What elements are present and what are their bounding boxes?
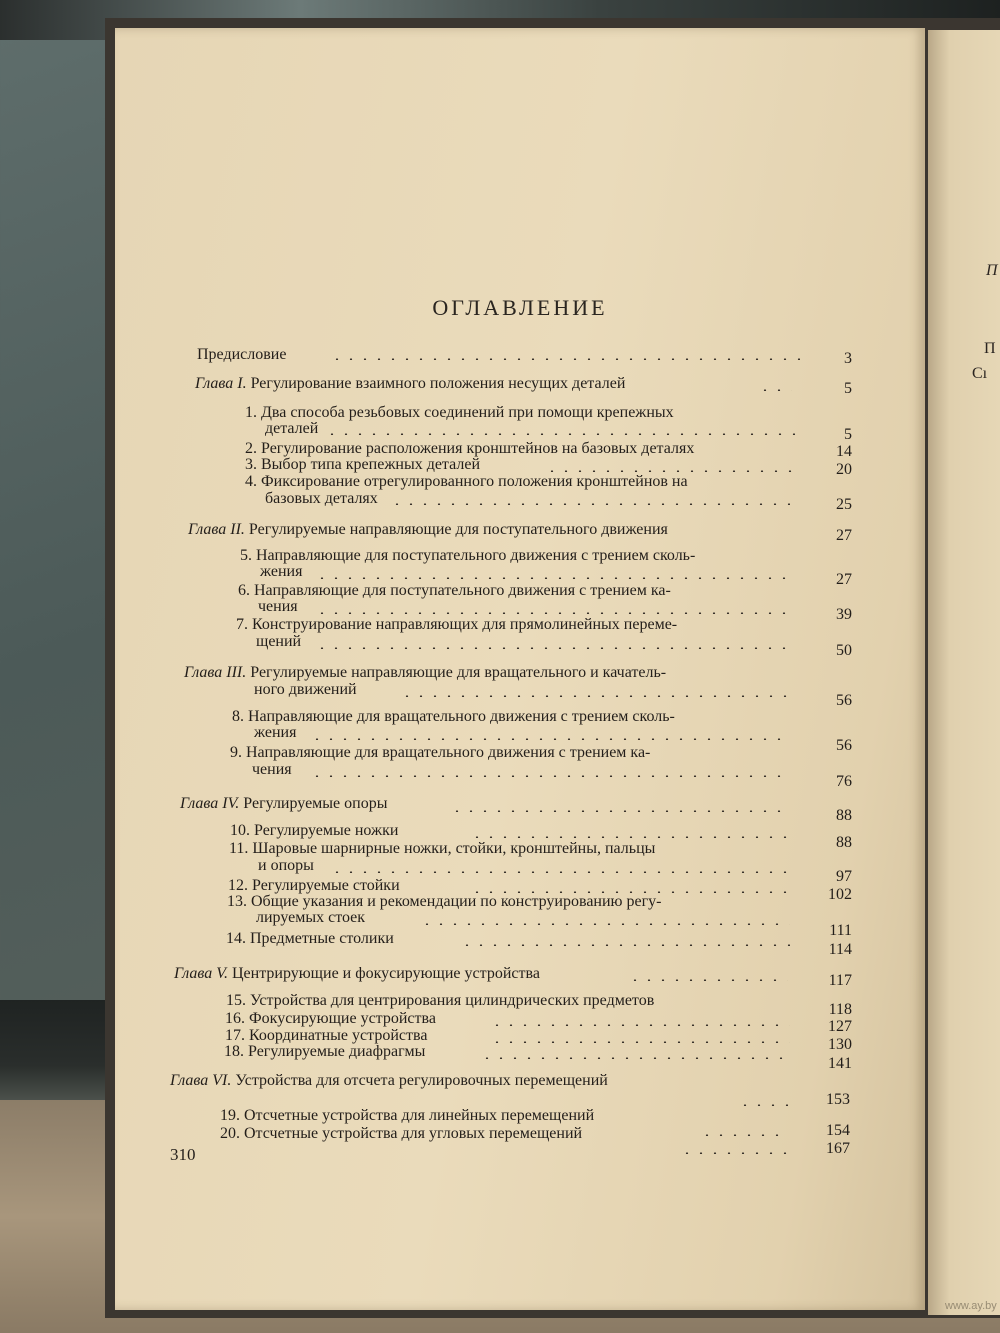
- toc-leader: [325, 433, 795, 435]
- toc-section-1: 1. Два способа резьбовых соединений при помощи крепежных: [245, 404, 674, 421]
- toc-page-number: 102: [828, 886, 852, 903]
- toc-leader: [450, 810, 790, 812]
- toc-page-number: 88: [836, 834, 852, 851]
- toc-leader: [420, 923, 790, 925]
- toc-leader: [315, 612, 790, 614]
- toc-page-number: 117: [828, 972, 852, 989]
- toc-leader: [490, 1024, 790, 1026]
- toc-preface-label: Предисловие: [197, 346, 287, 363]
- toc-section-7-cont: щений: [256, 633, 302, 650]
- toc-leader: [758, 389, 792, 391]
- toc-page-number: 20: [836, 461, 852, 478]
- toc-section-11-cont: и опоры: [258, 857, 314, 874]
- toc-section-7: 7. Конструирование направляющих для прямолинейных переме-: [236, 616, 678, 633]
- toc-section-4: 4. Фиксирование отрегулированного положения кронштейнов на: [245, 473, 688, 490]
- toc-section-6: 6. Направляющие для поступательного движения с трением ка-: [238, 582, 671, 599]
- toc-section-13-cont: лируемых стоек: [256, 909, 366, 926]
- toc-leader: [680, 1152, 788, 1154]
- toc-page-number: 27: [836, 527, 852, 544]
- toc-chapter-4: [180, 795, 387, 813]
- toc-section-2: 2. Регулирование расположения кронштейнов на базовых деталях: [245, 440, 695, 457]
- toc-page-number: 153: [826, 1091, 850, 1108]
- toc-page-number: 97: [836, 868, 852, 885]
- page-title: ОГЛАВЛЕНИЕ: [432, 295, 608, 320]
- toc-section-11: 11. Шаровые шарнирные ножки, стойки, кронштейны, пальцы: [229, 840, 656, 857]
- toc-leader: [315, 647, 790, 649]
- toc-page-number: 5: [844, 426, 852, 443]
- toc-page-number: 27: [836, 571, 852, 588]
- toc-page-number: 127: [828, 1018, 852, 1035]
- toc-section-5: 5. Направляющие для поступательного движения с трением сколь-: [240, 547, 696, 564]
- toc-page-number: 76: [836, 773, 852, 790]
- toc-section-19: 19. Отсчетные устройства для линейных перемещений: [220, 1107, 595, 1124]
- toc-section-8: 8. Направляющие для вращательного движения с трением сколь-: [232, 708, 675, 725]
- toc-leader: [700, 1134, 788, 1136]
- toc-section-3: 3. Выбор типа крепежных деталей: [245, 456, 481, 473]
- right-page-fragment: П: [986, 262, 998, 279]
- toc-leader: [315, 577, 790, 579]
- chapter-title: Регулирование взаимного положения несущих деталей: [250, 375, 626, 392]
- toc-chapter-6: [170, 1072, 608, 1090]
- right-page-fragment: Сı: [972, 365, 988, 382]
- toc-leader: [390, 503, 790, 505]
- toc-page-number: 118: [828, 1001, 852, 1018]
- toc-leader: [310, 775, 790, 777]
- toc-page-number: 111: [829, 922, 852, 939]
- toc-leader: [460, 944, 790, 946]
- toc-section-20: 20. Отсчетные устройства для угловых перемещений: [220, 1125, 583, 1142]
- toc-chapter-3: [184, 664, 666, 682]
- toc-page-number: 14: [836, 443, 852, 460]
- toc-page-number: 56: [836, 692, 852, 709]
- chapter-label: Глава VI.: [170, 1072, 232, 1089]
- toc-chapter-3-cont: ного движений: [254, 681, 357, 698]
- toc-page-number: 50: [836, 642, 852, 659]
- page-number: 310: [170, 1145, 196, 1164]
- toc-section-6-cont: чения: [258, 598, 298, 615]
- chapter-title: Регулируемые направляющие для поступательного движения: [248, 521, 668, 538]
- chapter-label: Глава V.: [174, 965, 228, 982]
- toc-section-12: 12. Регулируемые стойки: [228, 877, 400, 894]
- toc-section-15: 15. Устройства для центрирования цилиндрических предметов: [226, 992, 655, 1009]
- toc-section-4-cont: базовых деталях: [265, 490, 378, 507]
- chapter-title: Регулируемые направляющие для вращательного и качатель-: [250, 664, 667, 681]
- toc-leader: [545, 470, 795, 472]
- toc-section-10: 10. Регулируемые ножки: [230, 822, 399, 839]
- chapter-label: Глава I.: [195, 375, 247, 392]
- toc-chapter-1: [195, 375, 625, 393]
- toc-leader: [330, 871, 790, 873]
- toc-page-number: 141: [828, 1055, 852, 1072]
- chapter-title: Центрирующие и фокусирующие устройства: [231, 965, 540, 982]
- toc-section-1-cont: деталей: [265, 420, 319, 437]
- toc-section-17: 17. Координатные устройства: [225, 1027, 428, 1044]
- toc-section-14: 14. Предметные столики: [226, 930, 394, 947]
- chapter-title: Устройства для отсчета регулировочных перемещений: [235, 1072, 608, 1089]
- toc-leader: [628, 979, 788, 981]
- toc-section-8-cont: жения: [254, 724, 297, 741]
- toc-leader: [738, 1104, 788, 1106]
- toc-page-number: 130: [828, 1036, 852, 1053]
- toc-section-5-cont: жения: [260, 563, 303, 580]
- toc-page-number: 167: [826, 1140, 850, 1157]
- toc-leader: [490, 1041, 790, 1043]
- chapter-label: Глава III.: [184, 664, 247, 681]
- toc-page-number: 25: [836, 496, 852, 513]
- toc-page-number: 154: [826, 1122, 850, 1139]
- toc-section-9-cont: чения: [252, 761, 292, 778]
- chapter-title: Регулируемые опоры: [243, 795, 388, 812]
- chapter-label: Глава II.: [188, 521, 245, 538]
- toc-chapter-5: [174, 965, 540, 983]
- toc-leader: [330, 358, 800, 360]
- toc-page-number: 39: [836, 606, 852, 623]
- toc-section-18: 18. Регулируемые диафрагмы: [224, 1043, 426, 1060]
- toc-page-number: 5: [844, 380, 852, 397]
- toc-page-number: 56: [836, 737, 852, 754]
- chapter-label: Глава IV.: [180, 795, 240, 812]
- toc-leader: [470, 836, 790, 838]
- toc-page-number: 3: [844, 350, 852, 367]
- toc-section-9: 9. Направляющие для вращательного движения с трением ка-: [230, 744, 651, 761]
- right-page-edge: [928, 30, 1000, 1315]
- toc-chapter-2: [188, 521, 668, 539]
- toc-leader: [480, 1057, 790, 1059]
- right-page-fragment: П: [984, 340, 996, 357]
- toc-section-13: 13. Общие указания и рекомендации по конструированию регу-: [227, 893, 662, 910]
- toc-section-16: 16. Фокусирующие устройства: [225, 1010, 436, 1027]
- watermark: www.ay.by: [945, 1300, 997, 1312]
- toc-page-number: 114: [828, 941, 852, 958]
- toc-leader: [400, 695, 790, 697]
- toc-leader: [310, 738, 790, 740]
- toc-page-number: 88: [836, 807, 852, 824]
